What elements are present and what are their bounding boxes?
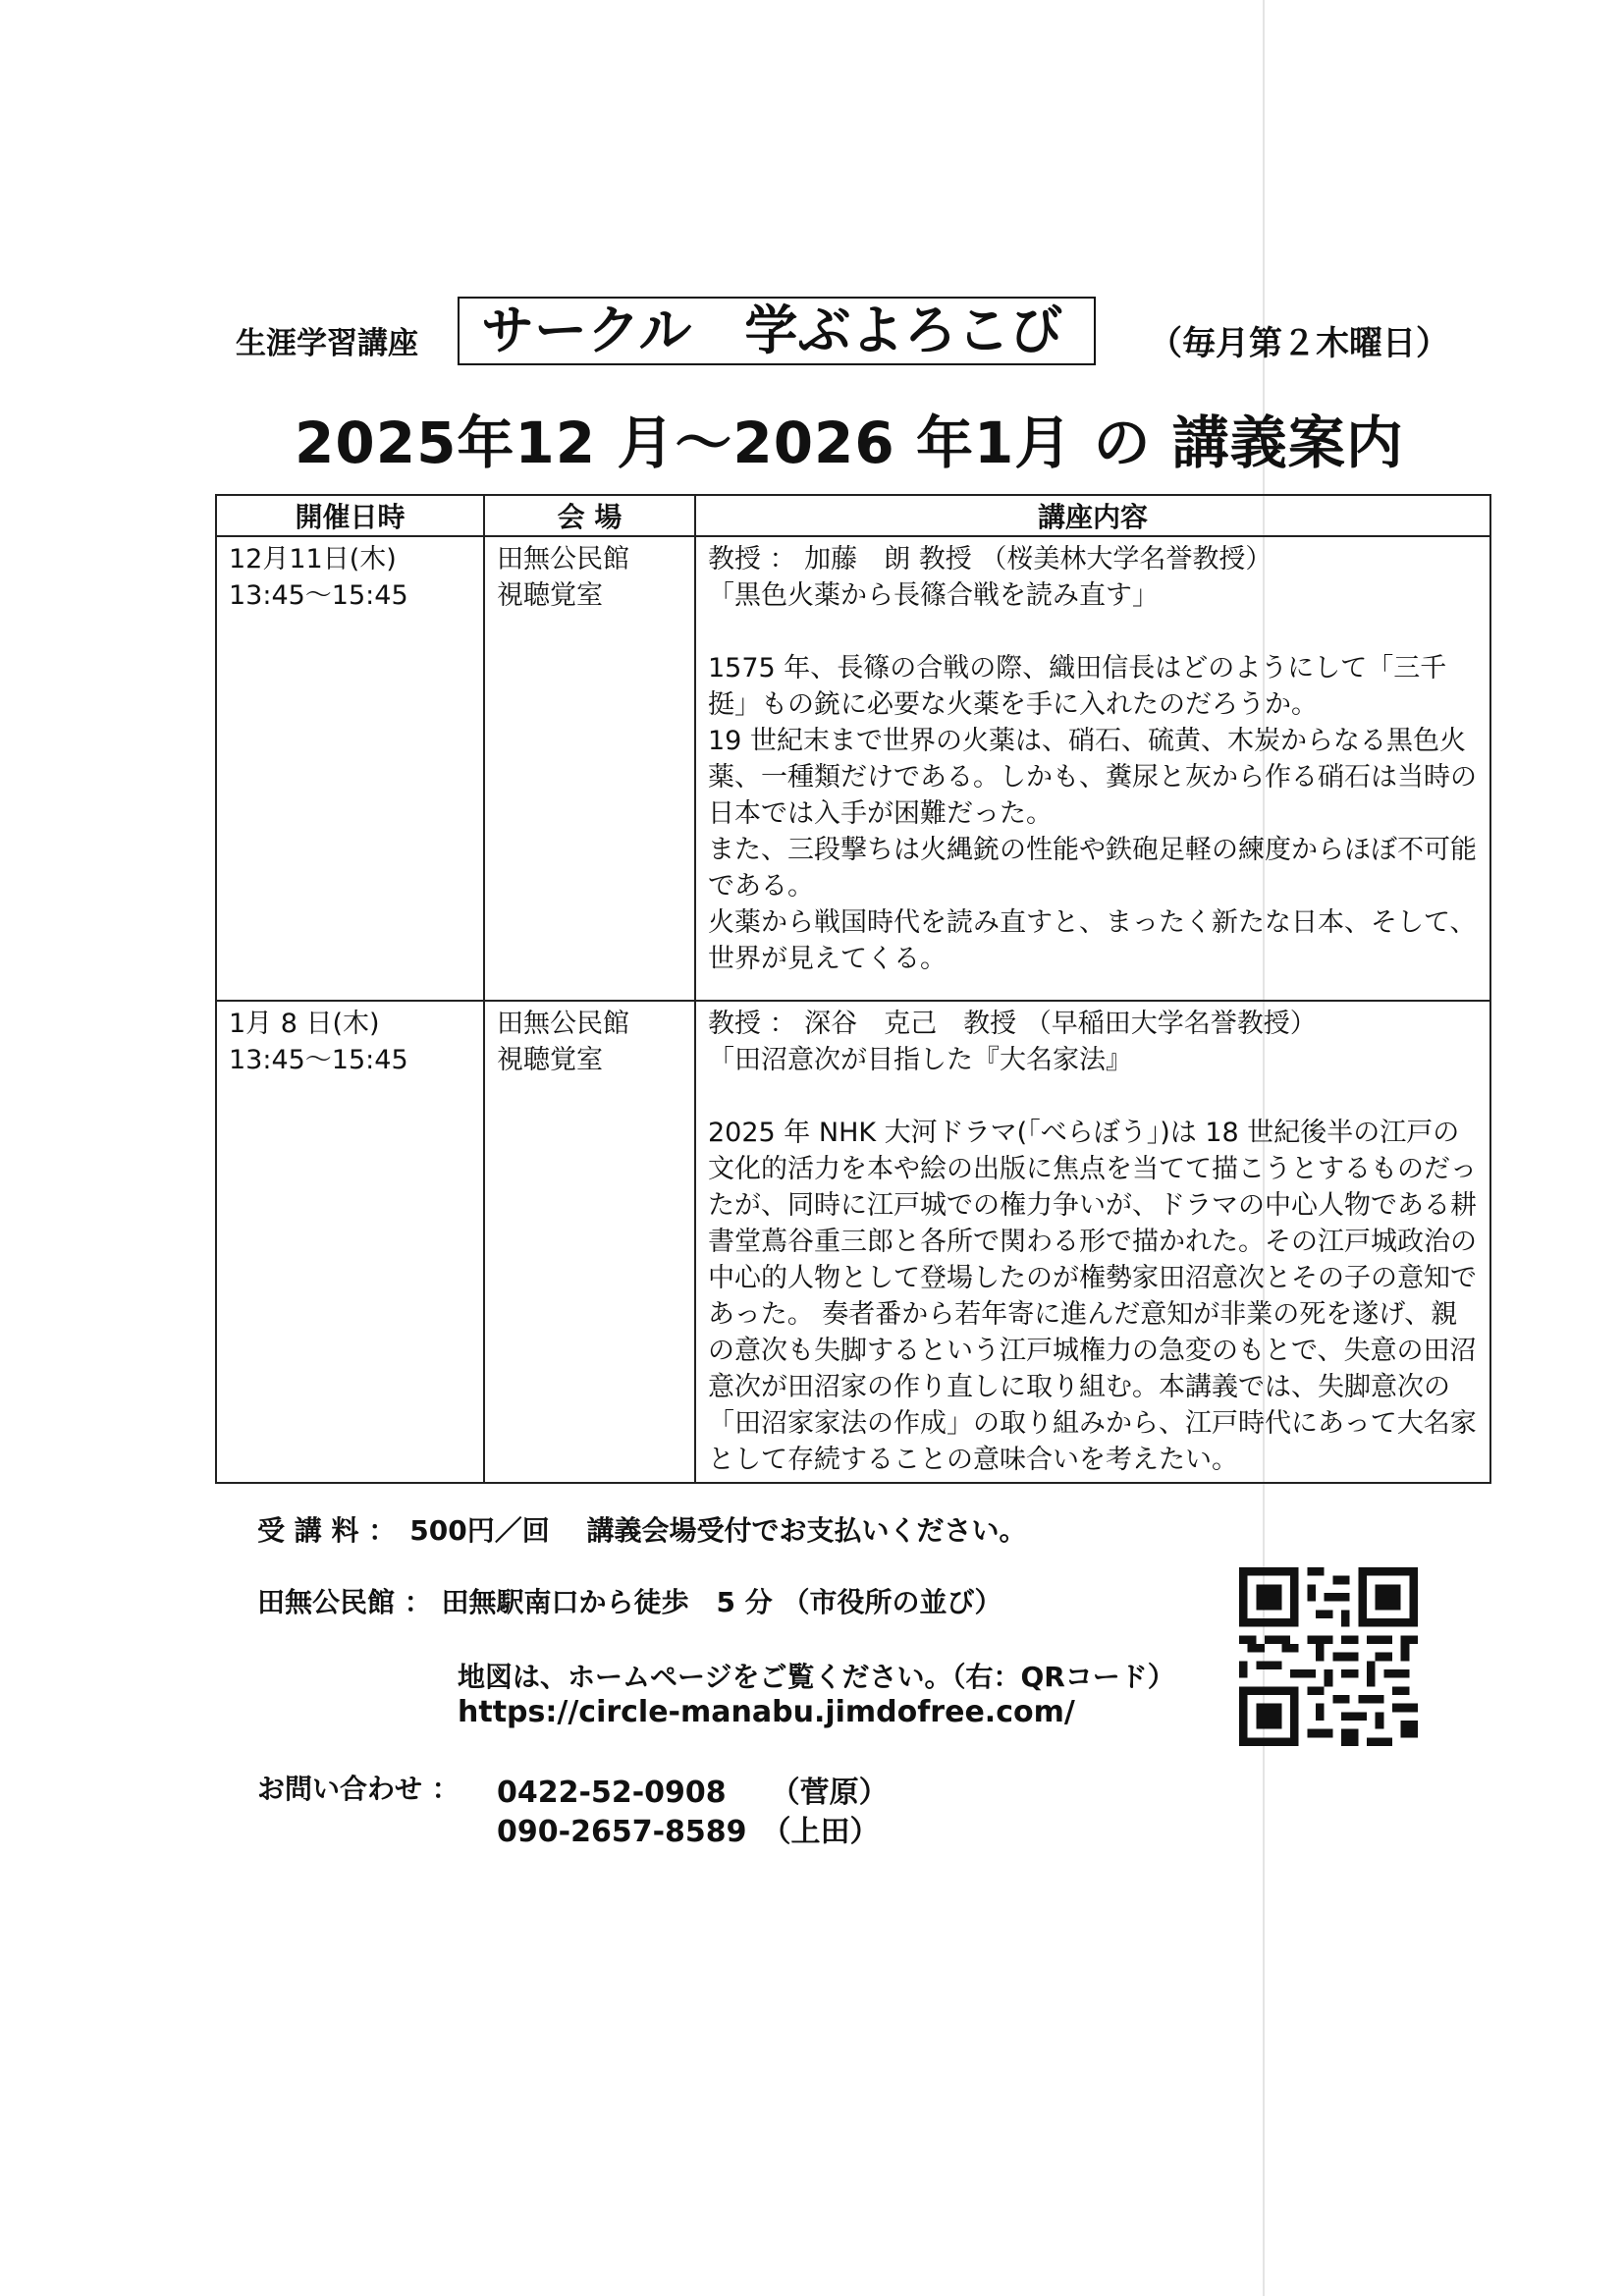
schedule-label: （毎月第２木曜日）	[1149, 324, 1449, 363]
series-label: 生涯学習講座	[236, 326, 418, 361]
content-cell	[695, 536, 1490, 1001]
description-paragraph: 1575 年、長篠の合戦の際、織田信長はどのようにして「三千挺」もの銃に必要な火薬を手に入れたのだろうか。	[708, 653, 1447, 720]
venue-cell	[484, 1001, 695, 1483]
fee-line: 受 講 料 ： 500円／回 講義会場受付でお支払いください。	[257, 1514, 1027, 1547]
homepage-url[interactable]: https://circle-manabu.jimdofree.com/	[458, 1695, 1075, 1729]
venue-name: 田無公民館	[497, 1009, 629, 1039]
lecture-title: 「黒色火薬から長篠合戦を読み直す」	[708, 580, 1159, 611]
description-paragraph: また、三段撃ちは火縄銃の性能や鉄砲足軽の練度からほぼ不可能である。	[708, 835, 1477, 902]
description-paragraph: 19 世紀末まで世界の火薬は、硝石、硫黄、木炭からなる黒色火薬、一種類だけである。しかも、糞尿と灰から作る硝石は当時の日本では入手が困難だった。	[708, 726, 1477, 829]
contact-phone-1: 0422-52-0908 （菅原）	[497, 1776, 889, 1810]
venue-cell	[484, 536, 695, 1001]
qr-code-icon[interactable]	[1239, 1567, 1418, 1746]
header-venue: 会 場	[484, 495, 695, 536]
circle-name-box: サークル 学ぶよろこび	[458, 297, 1096, 365]
contact-label: お問い合わせ ：	[257, 1773, 460, 1805]
page-title: 2025年12 月～2026 年1月 の 講義案内	[295, 410, 1404, 476]
venue-name: 田無公民館	[497, 544, 629, 574]
header-date: 開催日時	[216, 495, 484, 536]
header	[236, 297, 1473, 375]
lecture-time: 13:45～15:45	[229, 580, 408, 611]
lecture-date: 12月11日(木)	[229, 544, 397, 574]
content-cell	[695, 1001, 1490, 1483]
venue-room: 視聴覚室	[497, 1045, 603, 1075]
description-paragraph: 火薬から戦国時代を読み直すと、まったく新たな日本、そして、世界が見えてくる。	[708, 907, 1477, 974]
table-header-row	[216, 495, 1490, 536]
contact-phone-2: 090-2657-8589 （上田）	[497, 1815, 880, 1849]
table-row	[216, 1001, 1490, 1483]
description-paragraph: 2025 年 NHK 大河ドラマ(「べらぼう」)は 18 世紀後半の江戸の文化的活力を本や絵の出版に焦点を当てて描こうとするものだったが、同時に江戸城での権力争いが、ドラマの中心人物である耕書堂蔦谷重三郎と各所で関わる形で描かれた。その江戸城政治の中心的人物として登場したのが権勢家田沼意次とその子の意知であった。 奏者番から若年寄に進んだ意知が非業の死を遂げ、親の意次も失脚するという江戸城権力の急変のもとで、失意の田沼意次が田沼家の作り直しに取り組む。本講義では、失脚意次の「田沼家家法の作成」の取り組みから、江戸時代にあって大名家として存続することの意味合いを考えたい。	[708, 1118, 1477, 1475]
lecture-table	[215, 494, 1491, 1484]
access-line: 田無公民館 ： 田無駅南口から徒歩 5 分 （市役所の並び）	[257, 1586, 1002, 1618]
date-cell	[216, 536, 484, 1001]
venue-room: 視聴覚室	[497, 580, 603, 611]
lecture-time: 13:45～15:45	[229, 1045, 408, 1075]
date-cell	[216, 1001, 484, 1483]
lecture-title: 「田沼意次が目指した『大名家法』	[708, 1045, 1132, 1075]
professor-line: 教授 ： 加藤 朗 教授 （桜美林大学名誉教授）	[708, 544, 1272, 574]
map-note: 地図は、ホームページをご覧ください。（右：QRコード）	[458, 1661, 1175, 1693]
table-row	[216, 536, 1490, 1001]
lecture-date: 1月 8 日(木)	[229, 1009, 380, 1039]
header-content: 講座内容	[695, 495, 1490, 536]
professor-line: 教授 ： 深谷 克己 教授 （早稲田大学名誉教授）	[708, 1009, 1317, 1039]
